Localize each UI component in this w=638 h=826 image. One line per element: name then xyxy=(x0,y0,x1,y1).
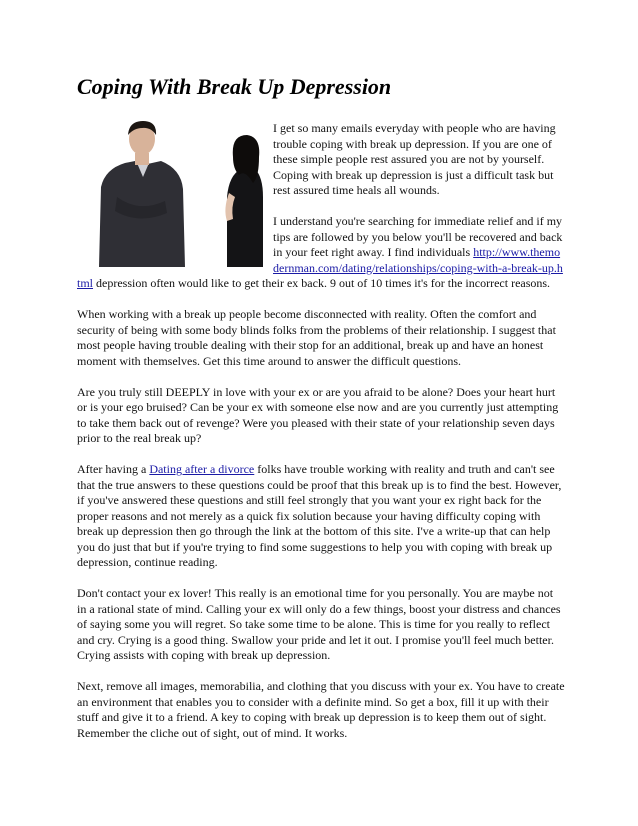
paragraph-intro-1: I get so many emails everyday with people who are having trouble coping with break up depression. If you are one of these simple people rest assured you are not by yourself. Coping with break up depression is just a difficult task but rest assured time heals all wounds. xyxy=(273,121,556,197)
dating-after-divorce-link[interactable]: Dating after a divorce xyxy=(149,462,255,476)
photo-float-spacer xyxy=(77,121,273,276)
paragraph-6: Don't contact your ex lover! This really is an emotional time for you personally. You are maybe not in a rational state of mind. Calling your ex will only do a few things, boost your distress and chances of saying some you will regret. So take some time to be alone. This is time for you really to reflect and cry. Crying is a good thing. Swallow your pride and let it out. I promise you'll feel much better. Crying assists with coping with break up depression. xyxy=(77,586,561,662)
paragraph-3: When working with a break up people become disconnected with reality. Often the comfort and security of being with some body blinds folks from the problems of their relationship. I suggest that most people having trouble dealing with their stop for an additional, break up and have an honest moment with themselves. Get this time around to answer the difficult questions. xyxy=(77,307,556,368)
paragraph-5 xyxy=(77,462,565,571)
intro-2-text-after: depression often would like to get their ex back. 9 out of 10 times it's for the incorrect reasons. xyxy=(93,276,551,290)
themodernman-link[interactable]: http://www.themodernman.com/dating/relationships/coping-with-a-break-up.html xyxy=(77,245,563,290)
intro-2-text-before: I understand you're searching for immediate relief and if my tips are followed by you below you'll be recovered and back in your feet right away. I find individuals xyxy=(273,214,563,259)
article-body xyxy=(77,121,565,757)
paragraph-7: Next, remove all images, memorabilia, and clothing that you discuss with your ex. You have to create an environment that enables you to consider with a definite mind. So get a box, fill it up with their stuff and give it to a friend. A key to coping with break up depression is to keep them out of sight. Remember the cliche out of sight, out of mind. It works. xyxy=(77,679,565,740)
para-5-text-before: After having a xyxy=(77,462,150,476)
paragraph-4: Are you truly still DEEPLY in love with your ex or are you afraid to be alone? Does your heart hurt or is your ego bruised? Can be your ex with someone else now and are you currently just attempting to take them back out of revenge? Were you pleased with their state of your relationship seven days prior to the real break up? xyxy=(77,384,559,445)
para-5-text-after: folks have trouble working with reality and truth and can't see that the true answers to these questions could be proof that this break up is to find the best. However, if you've answered these questions and still feel strongly that you want your ex right back for the proper reasons and not merely as a quick fix solution because your having difficulty coping with break up depression then go through the link at the bottom of this site. I've a write-up that can help you do just that but if you're trying to find some suggestions to help you with coping with break up depression, continue reading. xyxy=(77,462,562,569)
page-title: Coping With Break Up Depression xyxy=(77,74,392,99)
